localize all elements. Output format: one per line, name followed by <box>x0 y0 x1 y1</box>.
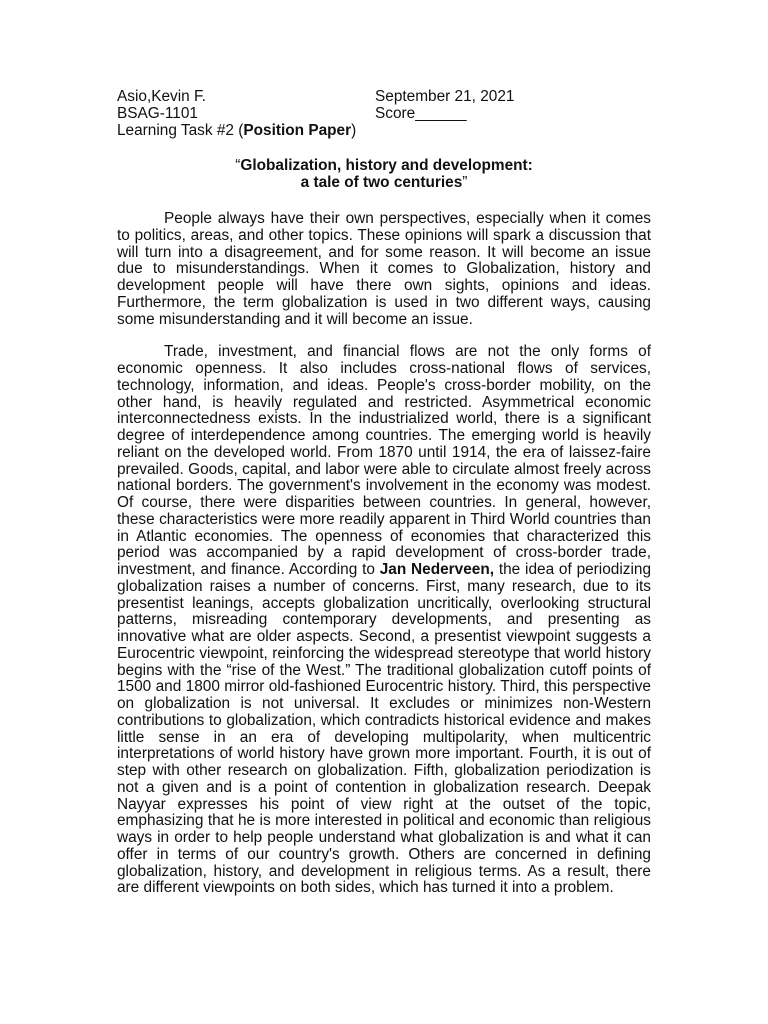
author-name: Asio,Kevin F. <box>117 88 206 105</box>
title-close-quote: ” <box>462 174 468 191</box>
title-open-quote: “ <box>235 157 241 174</box>
paper-title <box>117 157 651 191</box>
paragraph-2 <box>117 344 651 897</box>
task-line <box>117 122 651 139</box>
task-type: Position Paper <box>243 122 352 139</box>
header-row-1 <box>117 88 651 105</box>
title-line-1-text: Globalization, history and development: <box>240 157 533 174</box>
title-line-1 <box>117 157 651 174</box>
task-line-text <box>117 122 356 139</box>
cited-author: Jan Nederveen, <box>379 561 495 578</box>
paragraph-2-part-1: Trade, investment, and financial flows are not the only forms of economic openness. It also includes cross-national flows of services, technology, information, and ideas. People's cross-border mobility, on the other hand, is heavily regulated and restricted. Asymmetrical economic interconnectedness exists. In the industrialized world, there is a significant degree of interdependence among countries. The emerging world is heavily reliant on the developed world. From 1870 until 1914, the era of laissez-faire prevailed. Goods, capital, and labor were able to circulate almost freely across national borders. The government's involvement in the economy was modest. Of course, there were disparities between countries. In general, however, these characteristics were more readily apparent in Third World countries than in Atlantic economies. The openness of economies that characterized this period was accompanied by a rapid development of cross-border trade, investment, and finance. According to <box>117 343 651 578</box>
task-suffix: ) <box>351 122 357 139</box>
paragraph-2-part-2: the idea of periodizing globalization raises a number of concerns. First, many research, due to its presentist leanings, accepts globalization uncritically, overlooking structural patterns, misreading contemporary developments, and presenting as innovative what are older aspects. Second, a presentist viewpoint suggests a Eurocentric viewpoint, reinforcing the widespread stereotype that world history begins with the “rise of the West.” The traditional globalization cutoff points of 1500 and 1800 mirror old-fashioned Eurocentric history. Third, this perspective on globalization is not universal. It excludes or minimizes non-Western contributions to globalization, which contradicts historical evidence and makes little sense in an era of developing multipolarity, when multicentric interpretations of world history have grown more important. Fourth, it is out of step with other research on globalization. Fifth, globalization periodization is not a given and is a point of contention in globalization research. Deepak Nayyar expresses his point of view right at the outset of the topic, emphasizing that he is more interested in political and economic than religious ways in order to help people understand what globalization is and what it can offer in terms of our country's growth. Others are concerned in defining globalization, history, and development in religious terms. As a result, there are different viewpoints on both sides, which has turned it into a problem. <box>117 561 651 897</box>
section-code: BSAG-1101 <box>117 105 198 122</box>
paragraph-1: People always have their own perspectives, especially when it comes to politics, areas, and other topics. These opinions will spark a discussion that will turn into a disagreement, and for some reason. It will become an issue due to misunderstandings. When it comes to Globalization, history and development people will have there own sights, opinions and ideas. Furthermore, the term globalization is used in two different ways, causing some misunderstanding and it will become an issue. <box>117 210 651 328</box>
submission-date: September 21, 2021 <box>375 88 515 105</box>
task-prefix: Learning Task #2 ( <box>117 122 244 139</box>
title-line-2 <box>117 174 651 191</box>
title-line-2-text: a tale of two centuries <box>300 174 463 191</box>
score-label: Score______ <box>375 105 467 122</box>
header-row-2 <box>117 105 651 122</box>
